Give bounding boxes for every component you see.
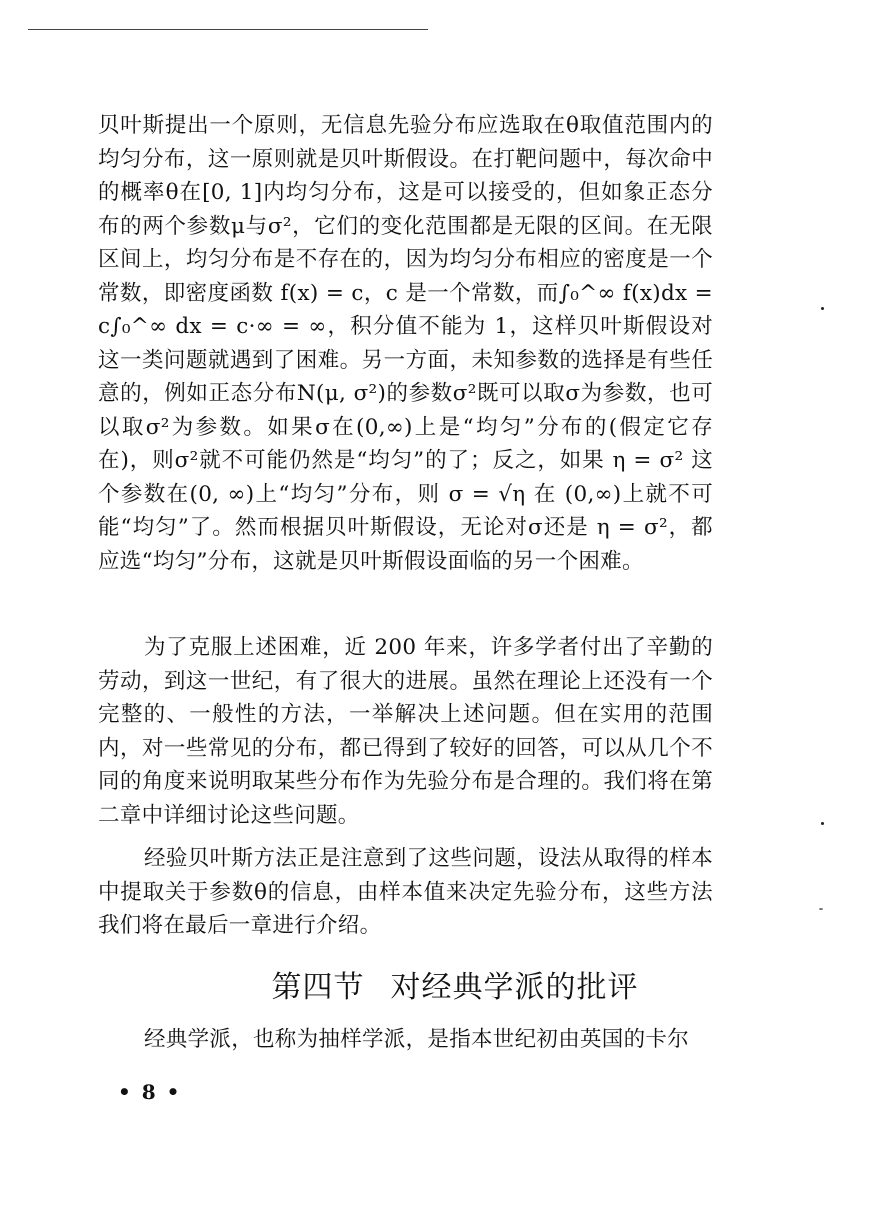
section-title: 对经典学派的批评: [390, 970, 639, 1005]
paragraph-classical-school: 经典学派，也称为抽样学派，是指本世纪初由英国的卡尔: [144, 1027, 690, 1052]
scan-speck: [819, 908, 823, 910]
section-number: 第四节: [271, 970, 365, 1005]
page-number: • 8 •: [118, 1080, 182, 1104]
top-rule: [28, 29, 428, 30]
paragraph-progress: 为了克服上述困难，近 200 年来，许多学者付出了辛勤的劳动，到这一世纪，有了很大的进展。虽然在理论上还没有一个完整的、一般性的方法，一举解决上述问题。但在实用的范围内，对一些常见的分布，都已得到了较好的回答，可以从几个不同的角度来说明取某些分布作为先验分布是合理的。我们将在第二章中详细讨论这些问题。: [98, 635, 713, 828]
scan-speck: [821, 307, 824, 310]
paragraph-bayes-hypothesis: 贝叶斯提出一个原则，无信息先验分布应选取在θ取值范围内的均匀分布，这一原则就是贝叶斯假设。在打靶问题中，每次命中的概率θ在[0, 1]内均匀分布，这是可以接受的，但如象正态分布的两个参数μ与σ²，它们的变化范围都是无限的区间。在无限区间上，均匀分布是不存在的，因为均匀分布相应的密度是一个常数，即密度函数 f(x) = c，c 是一个常数，而∫₀^∞ f(x)dx = c∫₀^∞ dx = c·∞ = ∞，积分值不能为 1，这样贝叶斯假设对这一类问题就遇到了困难。另一方面，未知参数的选择是有些任意的，例如正态分布N(μ, σ²)的参数σ²既可以取σ为参数，也可以取σ²为参数。如果σ在(0,∞)上是“均匀”分布的(假定它存在)，则σ²就不可能仍然是“均匀”的了；反之，如果 η = σ² 这个参数在(0, ∞)上“均匀”分布，则 σ = √η 在 (0,∞)上就不可能“均匀”了。然而根据贝叶斯假设，无论对σ还是 η = σ²，都应选“均匀”分布，这就是贝叶斯假设面临的另一个困难。: [98, 113, 713, 574]
section-heading: [0, 962, 870, 1006]
paragraph-empirical-bayes: 经验贝叶斯方法正是注意到了这些问题，设法从取得的样本中提取关于参数θ的信息，由样本值来决定先验分布，这些方法我们将在最后一章进行介绍。: [98, 846, 713, 938]
scan-speck: [821, 822, 824, 825]
